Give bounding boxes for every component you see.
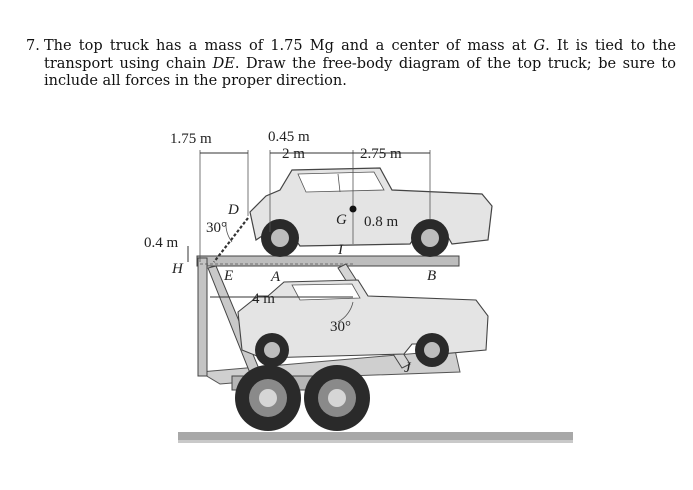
dim-175-label: 1.75 m	[170, 131, 212, 147]
point-G-label: G	[336, 212, 347, 228]
point-J-label: J	[404, 360, 411, 376]
problem-number: 7.	[26, 38, 40, 54]
angle-bottom-label: 30°	[330, 319, 351, 335]
point-D-label: D	[228, 202, 239, 218]
dim-2-label: 2 m	[282, 146, 305, 162]
point-I-label: I	[338, 242, 343, 258]
point-B-label: B	[427, 268, 437, 284]
point-A-label: A	[271, 269, 281, 285]
dim-4-label: 4 m	[252, 291, 275, 307]
angle-top-label: 30°	[206, 220, 227, 236]
dim-275-label: 2.75 m	[360, 146, 402, 162]
point-E-label: E	[224, 268, 234, 284]
problem-text: The top truck has a mass of 1.75 Mg and a center of mass at G. It is tied to the transport using chain DE. Draw the free-body diagram of the top truck; be sure to include all forces in the proper direction.	[44, 38, 677, 89]
dim-045-label: 0.45 m	[268, 129, 310, 145]
ground	[178, 432, 573, 443]
dim-08-label: 0.8 m	[364, 214, 399, 230]
point-H-label: H	[172, 261, 183, 277]
dim-04-label: 0.4 m	[144, 235, 179, 251]
